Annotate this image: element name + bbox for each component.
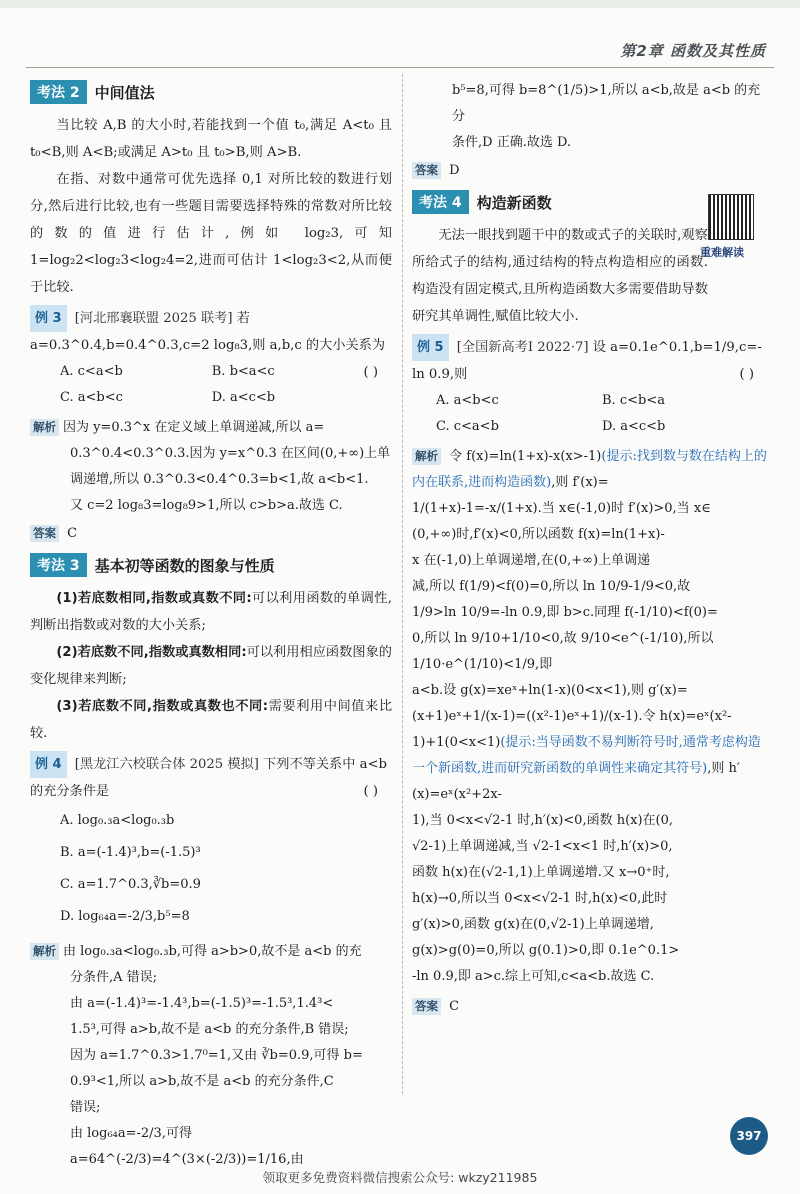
solution-line: 函数 h(x)在(√2-1,1)上单调递增.又 x→0⁺时, — [412, 865, 670, 880]
example-source: [全国新高考Ⅰ 2022·7] — [456, 340, 589, 355]
solution — [30, 415, 392, 519]
section-title: 构造新函数 — [476, 193, 552, 212]
answer-value: C — [449, 999, 460, 1014]
top-band — [0, 0, 800, 8]
solution-line: 因为 y=0.3^x 在定义域上单调递减,所以 a= — [63, 420, 325, 435]
section-title: 基本初等函数的图象与性质 — [94, 556, 275, 575]
column-divider — [402, 74, 403, 1094]
example-question: 设 a=0.1e^0.1,b=1/9,c=-ln 0.9,则 — [412, 340, 762, 382]
solution-line: 错误; — [70, 1100, 101, 1115]
solution-line: 0,所以 ln 9/10+1/10<0,故 9/10<e^(-1/10),所以 1/10·e^(1/10)<1/9,即 — [412, 631, 714, 672]
paragraph: 当比较 A,B 的大小时,若能找到一个值 t₀,满足 A<t₀ 且 t₀<B,则 A<B;或满足 A>t₀ 且 t₀>B,则 A>B. — [30, 118, 392, 160]
example-badge: 例 3 — [30, 305, 67, 332]
answer-label: 答案 — [412, 998, 441, 1015]
option: B. a=(-1.4)³,b=(-1.5)³ — [60, 845, 201, 860]
answer — [412, 158, 768, 184]
option: A. c<a<b — [60, 364, 123, 379]
header-rule — [26, 67, 774, 68]
solution-line: 令 f(x)=ln(1+x)-x(x>-1) — [449, 449, 602, 464]
chapter-header: 第2章 函数及其性质 — [620, 42, 766, 60]
example-stem — [30, 751, 392, 805]
option: D. a<c<b — [602, 419, 666, 434]
answer-paren: ( ) — [739, 367, 754, 382]
example-source: [黑龙江六校联合体 2025 模拟] — [74, 757, 259, 772]
solution-line: 减,所以 f(1/9)<f(0)=0,所以 ln 10/9-1/9<0,故 — [412, 579, 691, 594]
solution-line: g′(x)>0,函数 g(x)在(0,√2-1)上单调递增, — [412, 917, 654, 932]
method-item: (2)若底数不同,指数或真数相同:可以利用相应函数图象的变化规律来判断; — [30, 645, 392, 687]
option: C. a<b<c — [60, 390, 123, 405]
section-tag: 考法 2 — [30, 80, 87, 104]
section-tag: 考法 4 — [412, 190, 469, 214]
solution-line: 由 log₀.₃a<log₀.₃b,可得 a>b>0,故不是 a<b 的充 — [63, 944, 362, 959]
solution-line: x 在(-1,0)上单调递增,在(0,+∞)上单调递 — [412, 553, 651, 568]
solution-label: 解析 — [30, 419, 59, 436]
solution-line: 1),当 0<x<√2-1 时,h′(x)<0,函数 h(x)在(0, — [412, 813, 674, 828]
solution-line: (0,+∞)时,f′(x)<0,所以函数 f(x)=ln(1+x)- — [412, 527, 665, 542]
option: A. log₀.₃a<log₀.₃b — [60, 813, 175, 828]
solution-line: 因为 a=1.7^0.3>1.7⁰=1,又由 ∛b=0.9,可得 b= — [70, 1048, 363, 1063]
solution-line: ,则 f′(x)= — [551, 475, 609, 490]
answer — [412, 994, 768, 1020]
solution-line: 调递增,所以 0.3^0.3<0.4^0.3=b<1,故 a<b<1. — [70, 472, 369, 487]
solution-line: g(x)>g(0)=0,所以 g(0.1)>0,即 0.1e^0.1> — [412, 943, 680, 958]
options — [412, 388, 768, 440]
footer-text: 领取更多免费资料微信搜索公众号: wkzy211985 — [262, 1170, 538, 1185]
answer — [30, 521, 392, 547]
options — [30, 805, 392, 933]
page-number: 397 — [730, 1117, 768, 1155]
method-item: (3)若底数不同,指数或真数也不同:需要利用中间值来比较. — [30, 699, 393, 741]
solution-label: 解析 — [30, 943, 59, 960]
solution-line: 又 c=2 log₈3=log₈9>1,所以 c>b>a.故选 C. — [70, 498, 343, 513]
qr-label: 重难解读 — [700, 246, 744, 259]
paragraph: 无法一眼找到题干中的数或式子的关联时,观察所给式子的结构,通过结构的特点构造相应的函数.构造没有固定模式,且所构造函数大多需要借助导数研究其单调性,赋值比较大小. — [412, 228, 708, 324]
solution-line: 0.9³<1,所以 a>b,故不是 a<b 的充分条件,C — [70, 1074, 334, 1089]
solution-label: 解析 — [412, 448, 441, 465]
solution-continued — [412, 78, 768, 156]
example-stem — [412, 334, 768, 388]
option: C. c<a<b — [436, 419, 499, 434]
example-badge: 例 5 — [412, 334, 449, 361]
answer-paren: ( ) — [363, 784, 378, 799]
solution-line: h(x)→0,所以当 0<x<√2-1 时,h(x)<0,此时 — [412, 891, 668, 906]
hint-text: (提示:找到数与数在结构上的内在联系,进而构造函数) — [412, 449, 767, 490]
section-title: 中间值法 — [94, 83, 155, 102]
section-tag: 考法 3 — [30, 553, 87, 577]
solution-line: ,则 h′(x)=eˣ(x²+2x- — [412, 761, 740, 802]
options — [30, 359, 364, 411]
solution-line: 由 a=(-1.4)³=-1.4³,b=(-1.5)³=-1.5³,1.4³< — [70, 996, 334, 1011]
solution — [30, 939, 392, 1173]
answer-label: 答案 — [412, 162, 441, 179]
section-heading — [30, 553, 392, 577]
method-item: (1)若底数相同,指数或真数不同:可以利用函数的单调性,判断出指数或对数的大小关系; — [30, 591, 392, 633]
example-badge: 例 4 — [30, 751, 67, 778]
solution-line: 1)+1(0<x<1) — [412, 735, 501, 750]
solution-line: 由 log₆₄a=-2/3,可得 a=64^(-2/3)=4^(3×(-2/3))=1/16,由 — [70, 1126, 304, 1167]
option: D. log₆₄a=-2/3,b⁵=8 — [60, 909, 190, 924]
hint-text: (提示:当导函数不易判断符号时,通常考虑构造一个新函数,进而研究新函数的单调性来确定其符号) — [412, 735, 761, 776]
solution-line: 0.3^0.4<0.3^0.3.因为 y=x^0.3 在区间(0,+∞)上单 — [70, 446, 391, 461]
option: A. a<b<c — [436, 393, 499, 408]
example-question: 下列不等关系中 a<b 的充分条件是 — [30, 757, 387, 799]
solution-line: 1.5³,可得 a>b,故不是 a<b 的充分条件,B 错误; — [70, 1022, 349, 1037]
solution-line: √2-1)上单调递减,当 √2-1<x<1 时,h′(x)>0, — [412, 839, 673, 854]
answer-value: C — [67, 526, 78, 541]
solution-line: 1/(1+x)-1=-x/(1+x).当 x∈(-1,0)时 f′(x)>0,当 x∈ — [412, 501, 711, 516]
answer-paren: ( ) — [363, 365, 378, 380]
solution-line: (x+1)eˣ+1/(x-1)=((x²-1)eˣ+1)/(x-1).令 h(x)=eˣ(x²- — [412, 709, 732, 724]
solution-line: 条件,D 正确.故选 D. — [452, 135, 572, 150]
option: B. b<a<c — [211, 364, 275, 379]
example-source: [河北邢襄联盟 2025 联考] — [74, 311, 233, 326]
solution-line: a<b.设 g(x)=xeˣ+ln(1-x)(0<x<1),则 g′(x)= — [412, 683, 688, 698]
example-question: 若 a=0.3^0.4,b=0.4^0.3,c=2 log₈3,则 a,b,c 的大小关系为 — [30, 311, 386, 353]
option: B. c<b<a — [602, 393, 665, 408]
solution-line: b⁵=8,可得 b=8^(1/5)>1,所以 a<b,故是 a<b 的充分 — [452, 83, 761, 124]
left-column — [30, 78, 392, 1173]
answer-value: D — [449, 163, 460, 178]
solution-line: -ln 0.9,即 a>c.综上可知,c<a<b.故选 C. — [412, 969, 655, 984]
section-heading — [30, 80, 392, 104]
paragraph: 在指、对数中通常可优先选择 0,1 对所比较的数进行划分,然后进行比较,也有一些题目需要选择特殊的常数对所比较的数的值进行估计,例如 log₂3,可知 1=log₂2<log₂3<log₂4=2,进而可估计 1<log₂3<2,从而便于比较. — [30, 172, 392, 295]
solution — [412, 444, 768, 990]
option: C. a=1.7^0.3,∛b=0.9 — [60, 877, 201, 892]
solution-line: 1/9>ln 10/9=-ln 0.9,即 b>c.同理 f(-1/10)<f(0)= — [412, 605, 718, 620]
option: D. a<c<b — [211, 390, 276, 405]
answer-label: 答案 — [30, 525, 59, 542]
solution-line: 分条件,A 错误; — [70, 970, 158, 985]
qr-code-icon[interactable] — [708, 194, 754, 240]
